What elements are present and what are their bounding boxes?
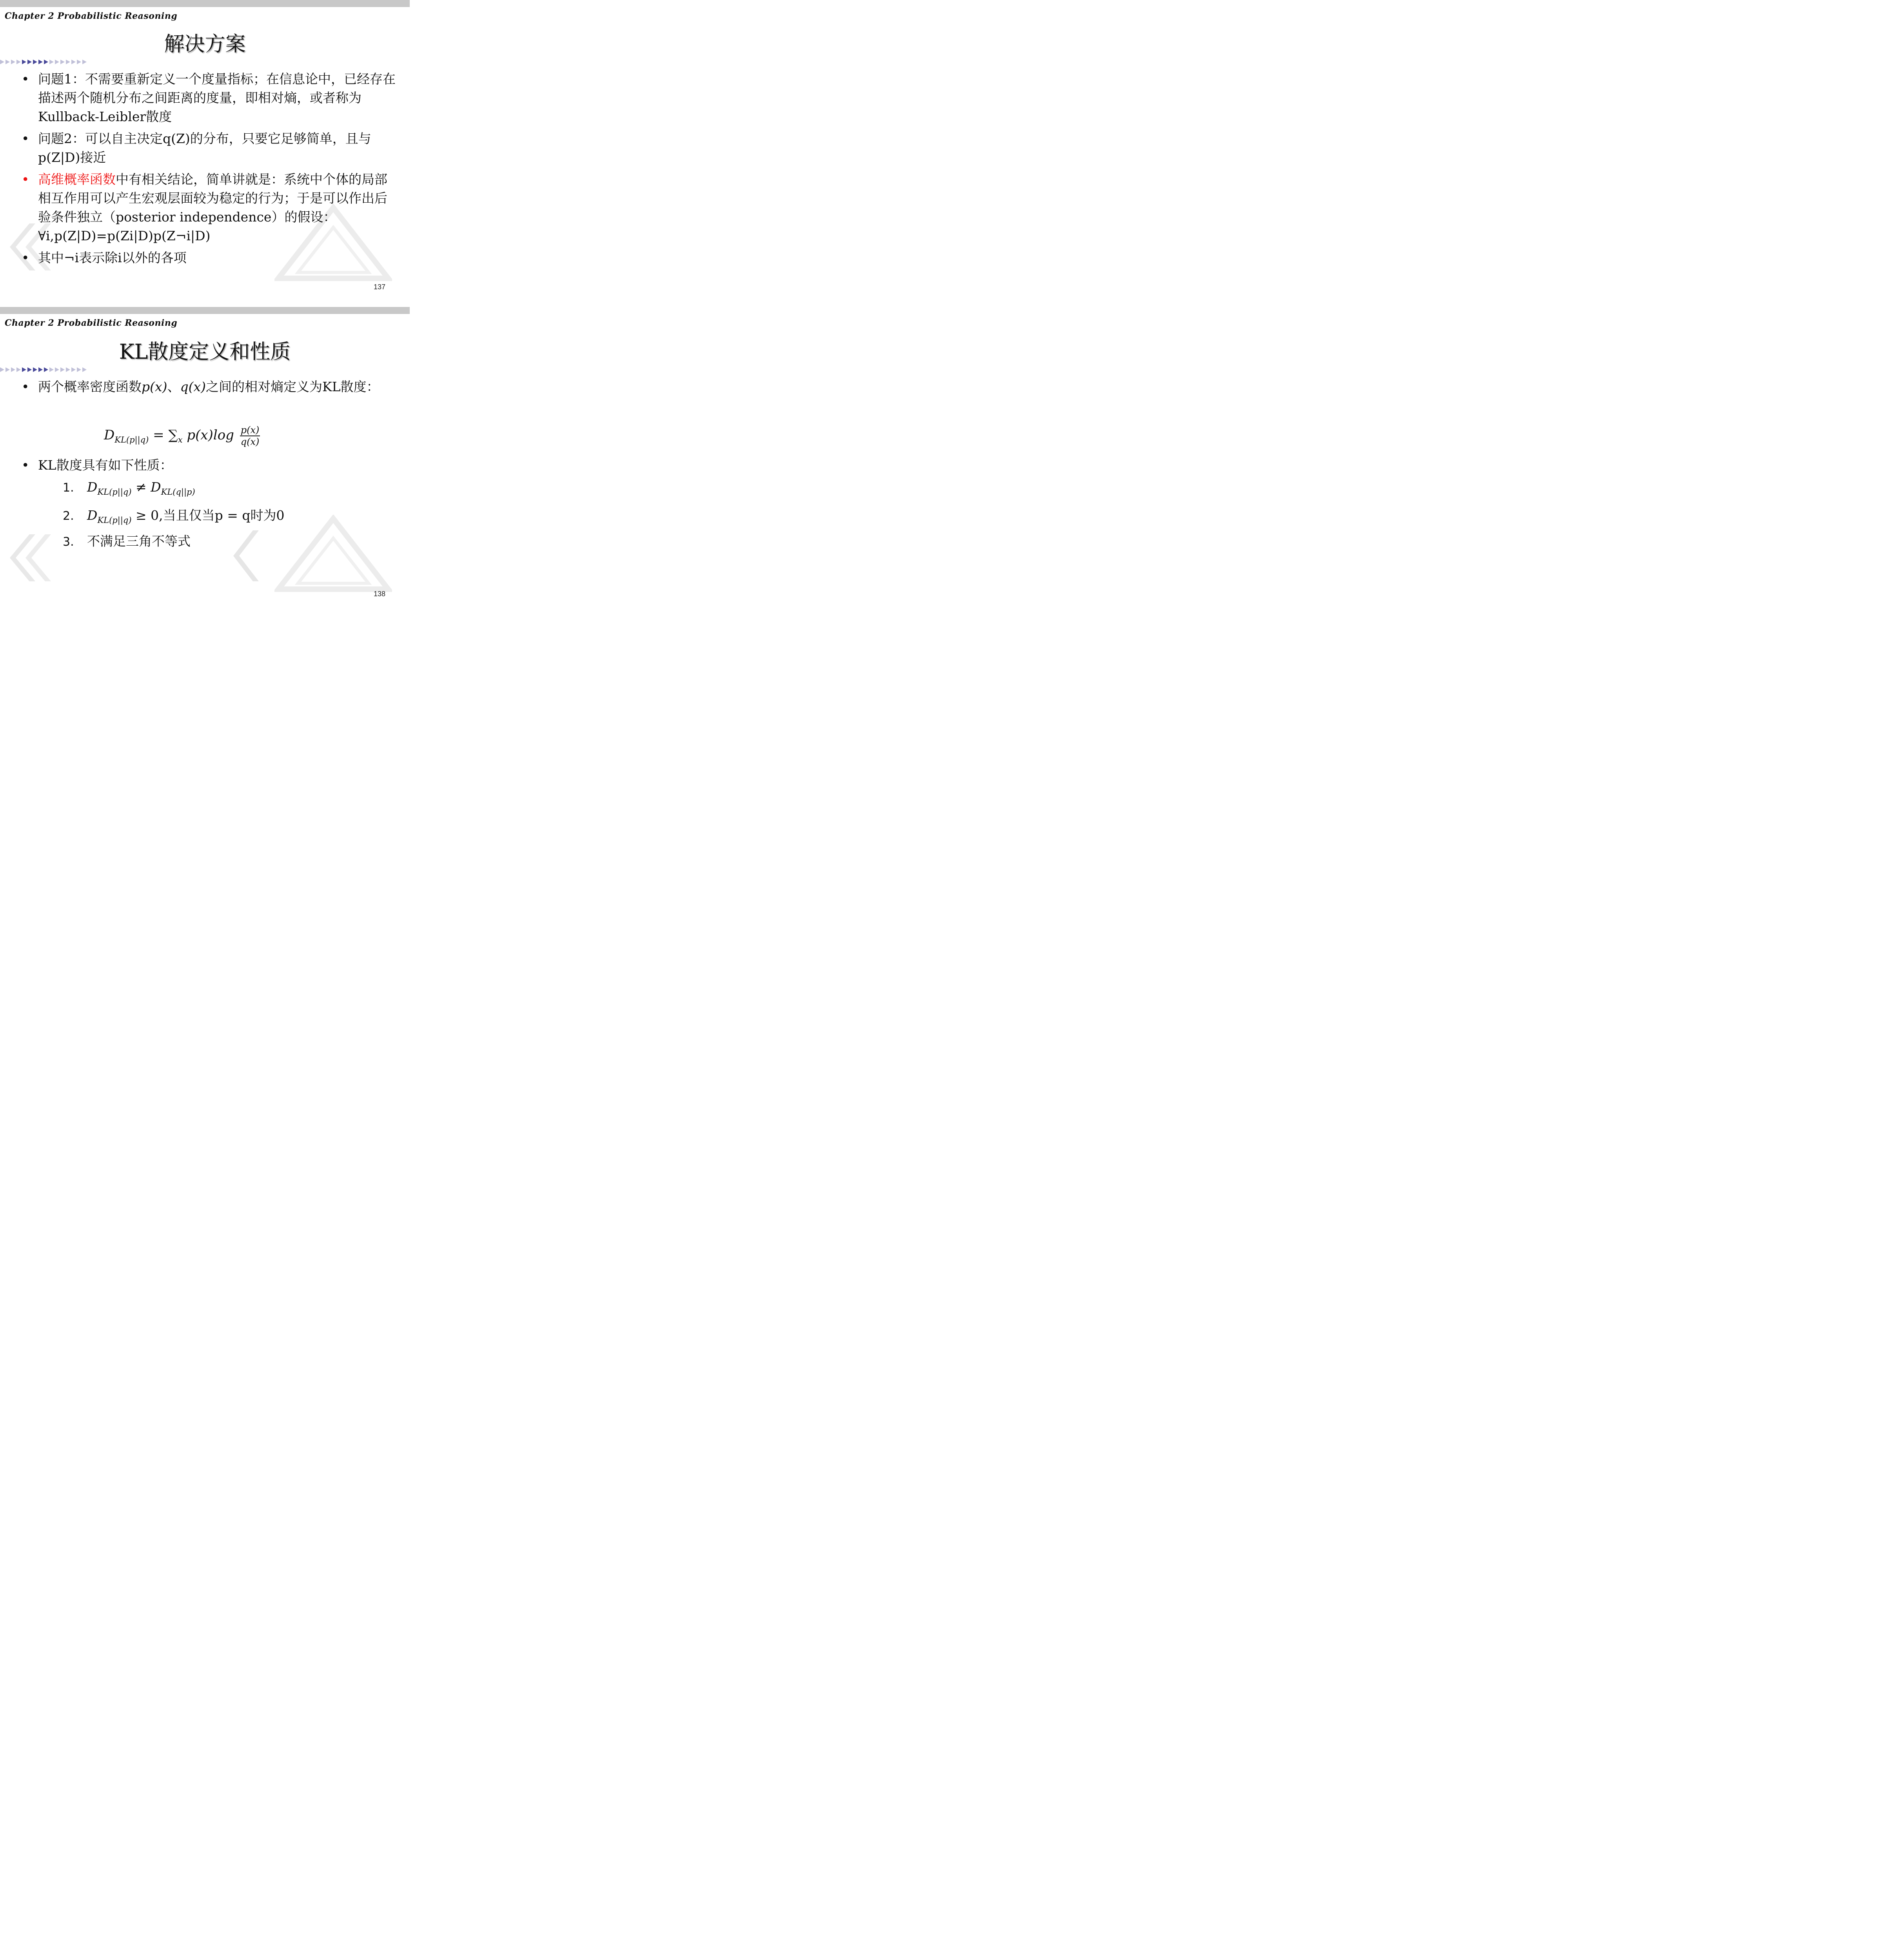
bullet-text: 问题2：可以自主决定q(Z)的分布，只要它足够简单，且与p(Z|D)接近	[38, 131, 371, 165]
slide-title: KL散度定义和性质	[119, 340, 291, 364]
slide-137	[0, 0, 410, 307]
bullet-dot: •	[22, 131, 29, 146]
arrow-mark-icon	[77, 60, 81, 64]
top-bar	[0, 0, 410, 7]
bullet-text: 问题1：不需要重新定义一个度量指标；在信息论中，已经存在描述两个随机分布之间距离的度量，即相对熵，或者称为Kullback-Leibler散度	[38, 71, 396, 124]
slide-138	[0, 307, 410, 614]
arrow-mark-icon	[38, 60, 43, 64]
arrow-mark-icon	[71, 367, 76, 372]
page-number: 138	[373, 590, 385, 598]
arrow-mark-icon	[82, 367, 87, 372]
fraction-numerator: p(x)	[240, 425, 260, 436]
arrow-mark-icon	[66, 60, 70, 64]
bullet-text: 其中¬i表示除i以外的各项	[38, 250, 187, 265]
arrow-mark-icon	[55, 367, 59, 372]
property-a: D	[87, 508, 98, 523]
property-op: ≠	[131, 479, 151, 495]
page-number: 137	[373, 283, 385, 291]
arrow-mark-icon	[0, 367, 4, 372]
intro-text: 两个概率密度函数	[38, 379, 142, 394]
property-b: D	[151, 479, 161, 495]
math-q-of-x: q(x)	[180, 379, 206, 394]
bullet-item	[22, 377, 398, 396]
arrow-mark-icon	[27, 60, 32, 64]
property-b-sub: KL(q||p)	[161, 487, 195, 497]
fraction-denominator: q(x)	[240, 436, 260, 447]
kl-formula	[104, 425, 260, 447]
bullet-text: 中有相关结论，简单讲就是：系统中个体的局部相互作用可以产生宏观层面较为稳定的行为；于是可以作出后验条件独立（posterior independence）的假设：∀i,p(Z|D)=p(Zi|D)p(Z¬i|D)	[38, 172, 387, 243]
bullet-dot: •	[22, 379, 29, 394]
arrow-divider-icon	[0, 59, 90, 65]
intro-bullet	[22, 377, 398, 399]
arrow-mark-icon	[27, 367, 32, 372]
property-number: 3.	[63, 535, 74, 549]
arrow-mark-icon	[44, 60, 48, 64]
arrow-mark-icon	[22, 367, 26, 372]
formula-sum-sub: x	[178, 435, 183, 445]
top-bar	[0, 307, 410, 314]
property-op: ≥ 0,	[131, 508, 163, 523]
formula-d-sub: KL(p||q)	[114, 435, 149, 445]
property-a: D	[87, 479, 98, 495]
arrow-mark-icon	[44, 367, 48, 372]
chapter-header: Chapter 2 Probabilistic Reasoning	[5, 11, 178, 21]
math-p-of-x: p(x)	[142, 379, 167, 394]
arrow-mark-icon	[60, 367, 65, 372]
chapter-header: Chapter 2 Probabilistic Reasoning	[5, 318, 178, 328]
bullet-dot: •	[22, 250, 29, 265]
arrow-mark-icon	[22, 60, 26, 64]
arrow-mark-icon	[16, 367, 21, 372]
bullet-item	[22, 129, 398, 167]
properties-intro: KL散度具有如下性质：	[38, 457, 173, 473]
arrow-mark-icon	[5, 60, 10, 64]
property-rest: 当且仅当p = q时为0	[163, 508, 285, 523]
bullet-item	[22, 70, 398, 126]
watermark-triangle-icon	[274, 515, 392, 593]
arrow-mark-icon	[66, 367, 70, 372]
bullet-item	[22, 249, 398, 267]
formula-d: D	[104, 427, 115, 443]
formula-fraction	[240, 425, 260, 447]
slide-title: 解决方案	[164, 33, 246, 56]
properties-list	[63, 479, 285, 557]
arrow-divider-icon	[0, 367, 90, 373]
arrow-mark-icon	[49, 60, 54, 64]
bullet-dot: •	[22, 172, 29, 187]
arrow-mark-icon	[77, 367, 81, 372]
arrow-mark-icon	[71, 60, 76, 64]
bullet-item	[22, 456, 398, 475]
arrow-mark-icon	[11, 60, 15, 64]
formula-body: p(x)log	[182, 427, 238, 443]
property-a-sub: KL(p||q)	[97, 515, 132, 525]
arrow-mark-icon	[11, 367, 15, 372]
arrow-mark-icon	[82, 60, 87, 64]
property-item	[63, 531, 285, 557]
formula-eq-sum: = ∑	[149, 427, 178, 443]
property-number: 2.	[63, 509, 74, 523]
properties-bullet	[22, 456, 398, 478]
bullet-dot: •	[22, 71, 29, 87]
arrow-mark-icon	[0, 60, 4, 64]
arrow-mark-icon	[33, 367, 37, 372]
watermark-chevron-icon	[8, 530, 55, 585]
arrow-mark-icon	[49, 367, 54, 372]
property-item	[63, 505, 285, 531]
bullet-dot: •	[22, 457, 29, 473]
intro-text: 之间的相对熵定义为KL散度：	[205, 379, 380, 394]
arrow-mark-icon	[16, 60, 21, 64]
bullet-list	[22, 70, 398, 270]
intro-text: 、	[167, 379, 180, 394]
bullet-item	[22, 170, 398, 245]
property-item	[63, 479, 285, 505]
property-number: 1.	[63, 481, 74, 495]
property-a-sub: KL(p||q)	[97, 487, 132, 497]
arrow-mark-icon	[33, 60, 37, 64]
arrow-mark-icon	[60, 60, 65, 64]
arrow-mark-icon	[5, 367, 10, 372]
arrow-mark-icon	[38, 367, 43, 372]
highlight-text: 高维概率函数	[38, 172, 116, 187]
property-rest: 不满足三角不等式	[87, 534, 191, 549]
arrow-mark-icon	[55, 60, 59, 64]
